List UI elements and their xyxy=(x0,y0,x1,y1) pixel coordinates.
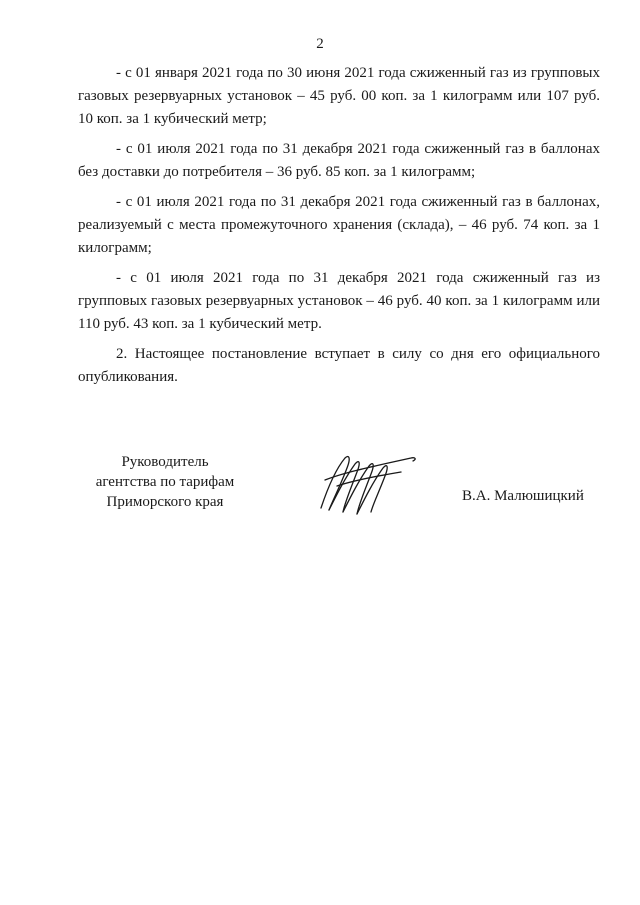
position-line-1: Руководитель xyxy=(121,454,209,470)
page-number: 2 xyxy=(316,36,324,52)
position-line-2: агентства по тарифам xyxy=(95,474,235,490)
signatory-position xyxy=(80,452,250,512)
tariff-paragraph-3: - с 01 июля 2021 года по 31 декабря 2021 года сжиженный газ в баллонах, реализуемый с места промежуточного хранения (склада), – 46 руб. 74 коп. за 1 килограмм; xyxy=(78,194,600,256)
handwritten-signature-icon xyxy=(315,450,425,520)
tariff-paragraph-2: - с 01 июля 2021 года по 31 декабря 2021 года сжиженный газ в баллонах без доставки до потребителя – 36 руб. 85 коп. за 1 килограмм; xyxy=(78,141,600,180)
document-body xyxy=(78,62,600,396)
effective-date-paragraph: 2. Настоящее постановление вступает в силу со дня его официального опубликования. xyxy=(78,346,600,385)
signer-name: В.А. Малюшицкий xyxy=(462,488,584,504)
tariff-paragraph-4: - с 01 июля 2021 года по 31 декабря 2021 года сжиженный газ из групповых газовых резервуарных установок – 46 руб. 40 коп. за 1 килограмм или 110 руб. 43 коп. за 1 кубический метр. xyxy=(78,270,600,332)
tariff-paragraph-1: - с 01 января 2021 года по 30 июня 2021 года сжиженный газ из групповых газовых резервуарных установок – 45 руб. 00 коп. за 1 килограмм или 107 руб. 10 коп. за 1 кубический метр; xyxy=(78,65,600,127)
position-line-3: Приморского края xyxy=(106,494,224,510)
